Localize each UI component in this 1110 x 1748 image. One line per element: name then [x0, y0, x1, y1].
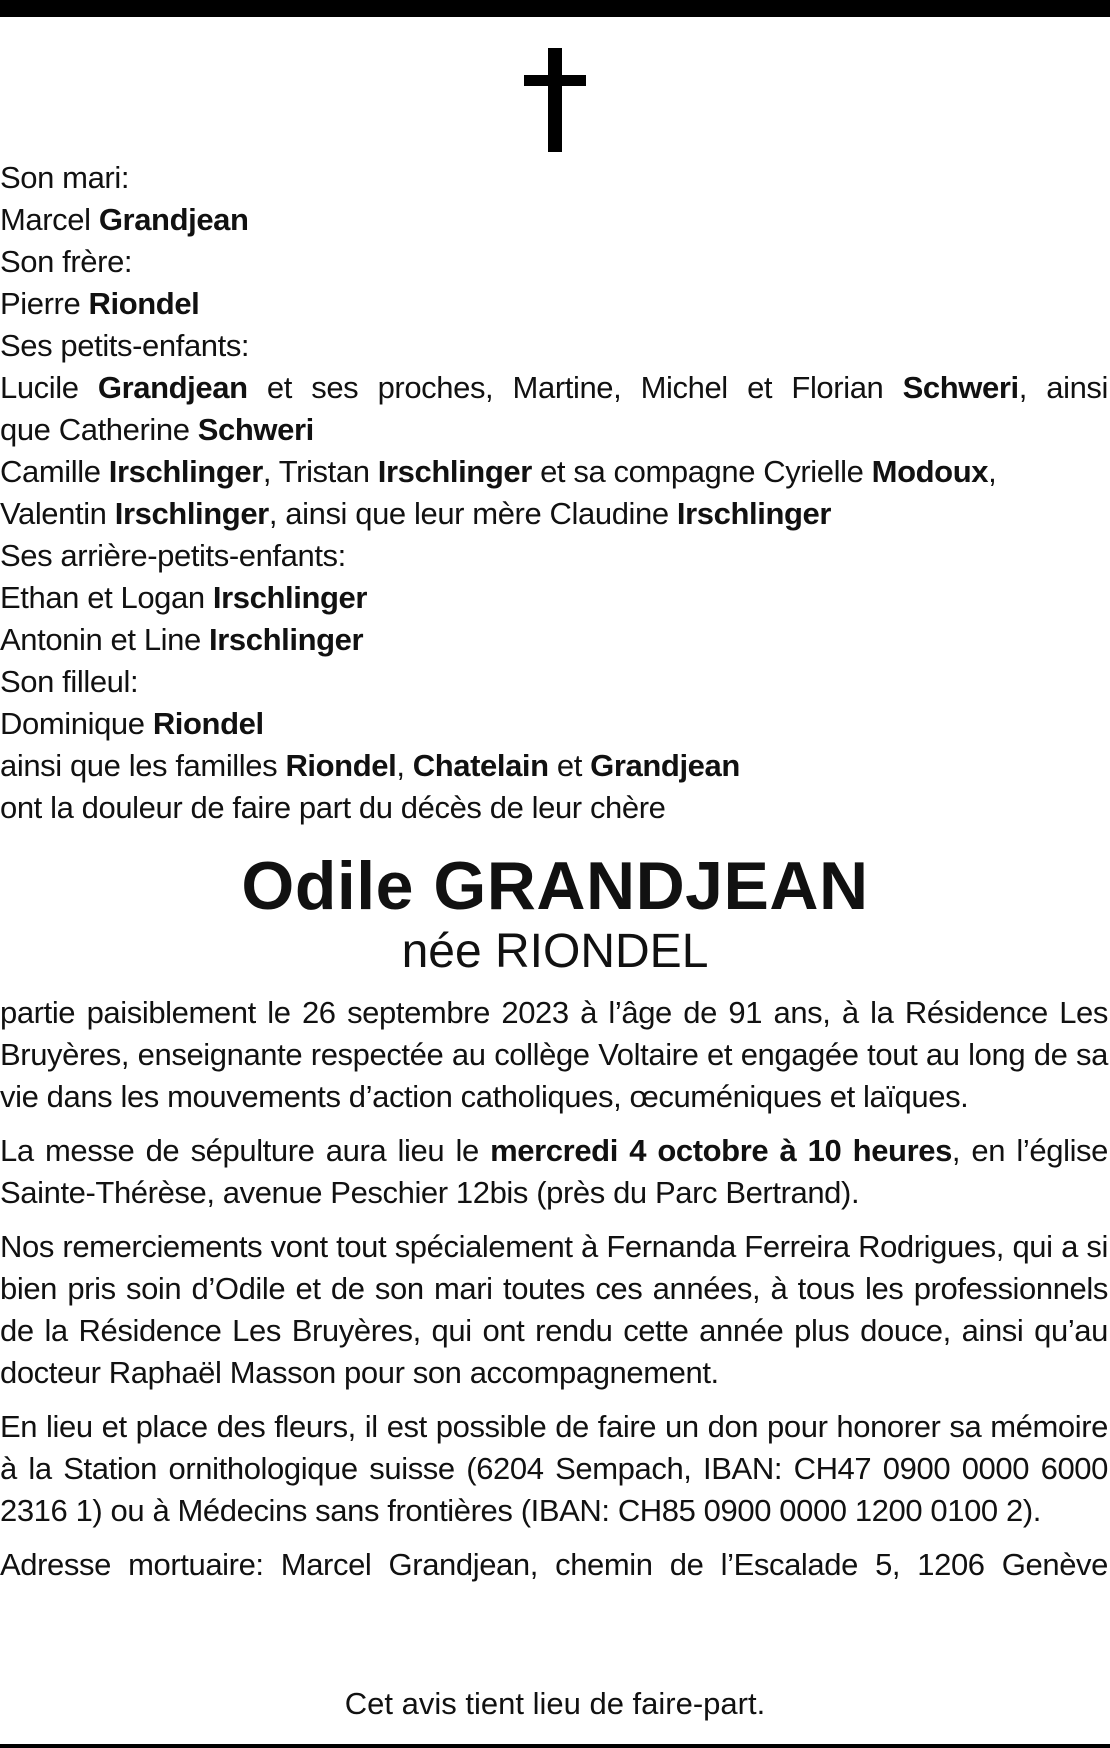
- names-text: et ses proches, Martine, Michel et Florian: [247, 370, 903, 405]
- names-text: ,: [988, 454, 997, 489]
- first-name: Marcel: [0, 202, 99, 237]
- surname: Riondel: [88, 286, 200, 321]
- first-name: Valentin: [0, 496, 115, 531]
- mortuary-address: Adresse mortuaire: Marcel Grandjean, chemin de l’Escalade 5, 1206 Genève: [0, 1547, 1108, 1582]
- relation-label: Ses arrière-petits-enfants:: [0, 538, 346, 573]
- relation-label: Son mari:: [0, 160, 130, 195]
- first-name: Ethan et Logan: [0, 580, 213, 615]
- names-text: ainsi que les familles: [0, 748, 286, 783]
- surname: Irschlinger: [209, 622, 364, 657]
- surname: Irschlinger: [377, 454, 532, 489]
- surname: Modoux: [871, 454, 989, 489]
- surname: Irschlinger: [676, 496, 832, 531]
- thanks-paragraph: Nos remerciements vont tout spécialement à Fernanda Ferreira Rodrigues, qui a si bien pris soin d’Odile et de son mari toutes ces années, à tous les professionnels de la Résidence Les Bruyères, qui ont rendu cette année plus douce, ainsi qu’au docteur Raphaël Masson pour son accompagnement.: [0, 1229, 1108, 1390]
- family-line: [0, 325, 1108, 367]
- names-text: et: [548, 748, 591, 783]
- family-line: [0, 451, 1108, 493]
- family-line: [0, 661, 1108, 703]
- family-line: [0, 157, 1108, 199]
- cross-icon: [524, 48, 586, 152]
- family-line: [0, 703, 1108, 745]
- relation-label: Ses petits-enfants:: [0, 328, 250, 363]
- first-name: Dominique: [0, 706, 153, 741]
- surname: Grandjean: [590, 748, 740, 783]
- closing-note: Cet avis tient lieu de faire-part.: [344, 1686, 766, 1721]
- maiden-name: née RIONDEL: [401, 925, 709, 978]
- family-line: [0, 409, 1108, 451]
- bottom-border-rule: [0, 1744, 1110, 1748]
- first-name: que Catherine: [0, 412, 198, 447]
- relation-label: Son frère:: [0, 244, 133, 279]
- first-name: Camille: [0, 454, 109, 489]
- family-line: [0, 367, 1108, 409]
- surname: Schweri: [197, 412, 314, 447]
- family-line: [0, 199, 1108, 241]
- surname: Chatelain: [412, 748, 549, 783]
- names-text: ,: [396, 748, 413, 783]
- notice-body: [0, 992, 1108, 1586]
- family-line: [0, 577, 1108, 619]
- relation-label: Son filleul:: [0, 664, 139, 699]
- funeral-paragraph: [0, 1130, 1108, 1214]
- surname: Schweri: [902, 370, 1019, 405]
- names-text: et sa compagne Cyrielle: [531, 454, 872, 489]
- first-name: Lucile: [0, 370, 98, 405]
- death-paragraph: partie paisiblement le 26 septembre 2023 à l’âge de 91 ans, à la Résidence Les Bruyères, enseignante respectée au collège Voltaire et engagée tout au long de sa vie dans les mouvements d’action catholiques, œcuméniques et laïques.: [0, 995, 1108, 1114]
- surname: Grandjean: [97, 370, 248, 405]
- first-name: Antonin et Line: [0, 622, 210, 657]
- family-line: [0, 535, 1108, 577]
- family-line: [0, 283, 1108, 325]
- names-text: , Tristan: [262, 454, 378, 489]
- funeral-date: mercredi 4 octobre à 10 heures: [490, 1133, 952, 1168]
- funeral-location: , en l’église Sainte-Thérèse, avenue Peschier 12bis (près du Parc Bertrand).: [0, 1133, 1108, 1210]
- family-line: [0, 787, 1108, 829]
- names-text: , ainsi que leur mère Claudine: [268, 496, 677, 531]
- surname: Irschlinger: [212, 580, 368, 615]
- surname: Irschlinger: [114, 496, 269, 531]
- family-line: [0, 493, 1108, 535]
- first-name: Pierre: [0, 286, 89, 321]
- family-line: [0, 241, 1108, 283]
- surname: Grandjean: [98, 202, 249, 237]
- family-line: [0, 745, 1108, 787]
- surname: Riondel: [285, 748, 397, 783]
- family-list: [0, 157, 1108, 829]
- names-text: , ainsi: [1018, 370, 1108, 405]
- surname: Riondel: [152, 706, 264, 741]
- funeral-text: La messe de sépulture aura lieu le: [0, 1133, 491, 1168]
- deceased-name: Odile GRANDJEAN: [241, 848, 869, 924]
- surname: Irschlinger: [108, 454, 263, 489]
- top-border-rule: [0, 0, 1110, 17]
- announcement-text: ont la douleur de faire part du décès de leur chère: [0, 790, 666, 825]
- family-line: [0, 619, 1108, 661]
- donation-paragraph: En lieu et place des fleurs, il est possible de faire un don pour honorer sa mémoire à la Station ornithologique suisse (6204 Sempach, IBAN: CH47 0900 0000 6000 2316 1) ou à Médecins sans frontières (IBAN: CH85 0900 0000 1200 0100 2).: [0, 1409, 1108, 1528]
